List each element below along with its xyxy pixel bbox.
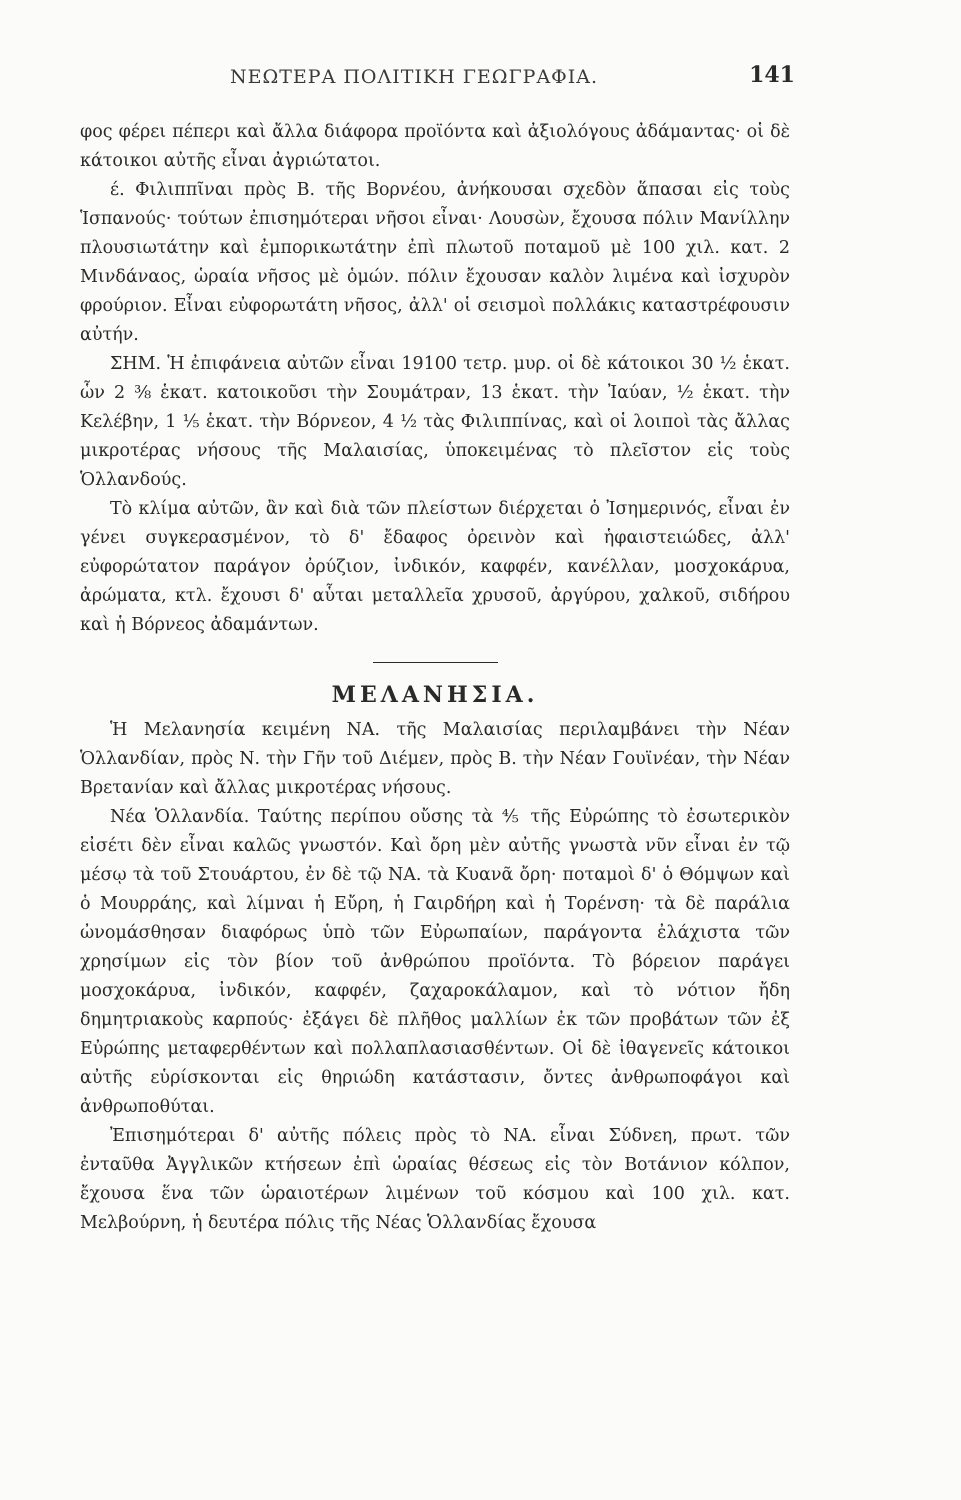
running-title: ΝΕΩΤΕΡΑ ΠΟΛΙΤΙΚΗ ΓΕΩΓΡΑΦΙΑ. (230, 66, 599, 88)
paragraph: ΣΗΜ. Ἡ ἐπιφάνεια αὐτῶν εἶναι 19100 τετρ. μυρ. οἱ δὲ κάτοικοι 30 ½ ἑκατ. ὧν 2 ⅜ ἑκατ. κατοικοῦσι τὴν Σουμάτραν, 13 ἑκατ. τὴν Ἰαύαν, ½ ἑκατ. τὴν Κελέβην, 1 ⅕ ἑκατ. τὴν Βόρνεον, 4 ½ τὰς Φιλιππίνας, καὶ οἱ λοιποὶ τὰς ἄλλας μικροτέρας νήσους τῆς Μαλαισίας, ὑποκειμένας τὸ πλεῖστον εἰς τοὺς Ὁλλανδούς. (80, 354, 790, 490)
section-divider (373, 662, 498, 663)
page-number: 141 (749, 62, 795, 88)
paragraph: Ἐπισημότεραι δ' αὐτῆς πόλεις πρὸς τὸ ΝΑ. εἶναι Σύδνεη, πρωτ. τῶν ἐνταῦθα Ἀγγλικῶν κτήσεων ἐπὶ ὡραίας θέσεως εἰς τὸν Βοτάνιον κόλπον, ἔχουσα ἕνα τῶν ὡραιοτέρων λιμένων τοῦ κόσμου καὶ 100 χιλ. κατ. Μελβούρνη, ἡ δευτέρα πόλις τῆς Νέας Ὁλλανδίας ἔχουσα (80, 1126, 790, 1233)
paragraph: Ἡ Μελανησία κειμένη ΝΑ. τῆς Μαλαισίας περιλαμβάνει τὴν Νέαν Ὁλλανδίαν, πρὸς Ν. τὴν Γῆν τοῦ Διέμεν, πρὸς Β. τὴν Νέαν Γουϊνέαν, τὴν Νέαν Βρετανίαν καὶ ἄλλας μικροτέρας νήσους. (80, 720, 790, 798)
section-title: ΜΕΛΑΝΗΣΙΑ. (331, 682, 539, 708)
paragraph: Νέα Ὁλλανδία. Ταύτης περίπου οὔσης τὰ ⅘ τῆς Εὐρώπης τὸ ἐσωτερικὸν εἰσέτι δὲν εἶναι καλῶς γνωστόν. Καὶ ὄρη μὲν αὐτῆς γνωστὰ νῦν εἶναι ἐν τῷ μέσῳ τὰ τοῦ Στουάρτου, ἐν δὲ τῷ ΝΑ. τὰ Κυανᾶ ὄρη· ποταμοὶ δ' ὁ Θόμψων καὶ ὁ Μουρράης, καὶ λίμναι ἡ Εὔρη, ἡ Γαιρδήρη καὶ ἡ Τορένση· τὰ δὲ παράλια ὠνομάσθησαν διαφόρως ὑπὸ τῶν Εὐρωπαίων, παράγοντα ἐλάχιστα τῶν χρησίμων εἰς τὸν βίον τοῦ ἀνθρώπου προϊόντα. Τὸ βόρειον παράγει μοσχοκάρυα, ἰνδικόν, καφφέν, ζαχαροκάλαμον, καὶ τὸ νότιον ἤδη δημητριακοὺς καρπούς· ἐξάγει δὲ πλῆθος μαλλίων ἐκ τῶν προβάτων τῶν ἐξ Εὐρώπης μεταφερθέντων καὶ πολλαπλασιασθέντων. Οἱ δὲ ἰθαγενεῖς κάτοικοι αὐτῆς εὑρίσκονται εἰς θηριώδη κατάστασιν, ὄντες ἀνθρωποφάγοι καὶ ἀνθρωποθύται. (80, 807, 790, 1117)
page-header (80, 62, 800, 106)
paragraph: έ. Φιλιππῖναι πρὸς Β. τῆς Βορνέου, ἀνήκουσαι σχεδὸν ἅπασαι εἰς τοὺς Ἱσπανούς· τούτων ἐπισημότεραι νῆσοι εἶναι· Λουσὼν, ἔχουσα πόλιν Μανίλλην πλουσιωτάτην καὶ ἐμπορικωτάτην ἐπὶ πλωτοῦ ποταμοῦ μὲ 100 χιλ. κατ. 2 Μινδάναος, ὡραία νῆσος μὲ ὁμών. πόλιν ἔχουσαν καλὸν λιμένα καὶ ἰσχυρὸν φρούριον. Εἶναι εὐφορωτάτη νῆσος, ἀλλ' οἱ σεισμοὶ πολλάκις καταστρέφουσιν αὐτήν. (80, 180, 790, 345)
paragraph: Τὸ κλίμα αὐτῶν, ἂν καὶ διὰ τῶν πλείστων διέρχεται ὁ Ἰσημερινός, εἶναι ἐν γένει συγκερασμένον, τὸ δ' ἔδαφος ὀρεινὸν καὶ ἡφαιστειώδες, ἀλλ' εὐφορώτατον παράγον ὀρύζιον, ἰνδικόν, καφφέν, κανέλλαν, μοσχοκάρυα, ἀρώματα, κτλ. ἔχουσι δ' αὗται μεταλλεῖα χρυσοῦ, ἀργύρου, χαλκοῦ, σιδήρου καὶ ἡ Βόρνεος ἀδαμάντων. (80, 499, 790, 635)
body-text (80, 118, 790, 1238)
paragraph: φος φέρει πέπερι καὶ ἄλλα διάφορα προϊόντα καὶ ἀξιολόγους ἀδάμαντας· οἱ δὲ κάτοικοι αὐτῆς εἶναι ἀγριώτατοι. (80, 122, 790, 171)
